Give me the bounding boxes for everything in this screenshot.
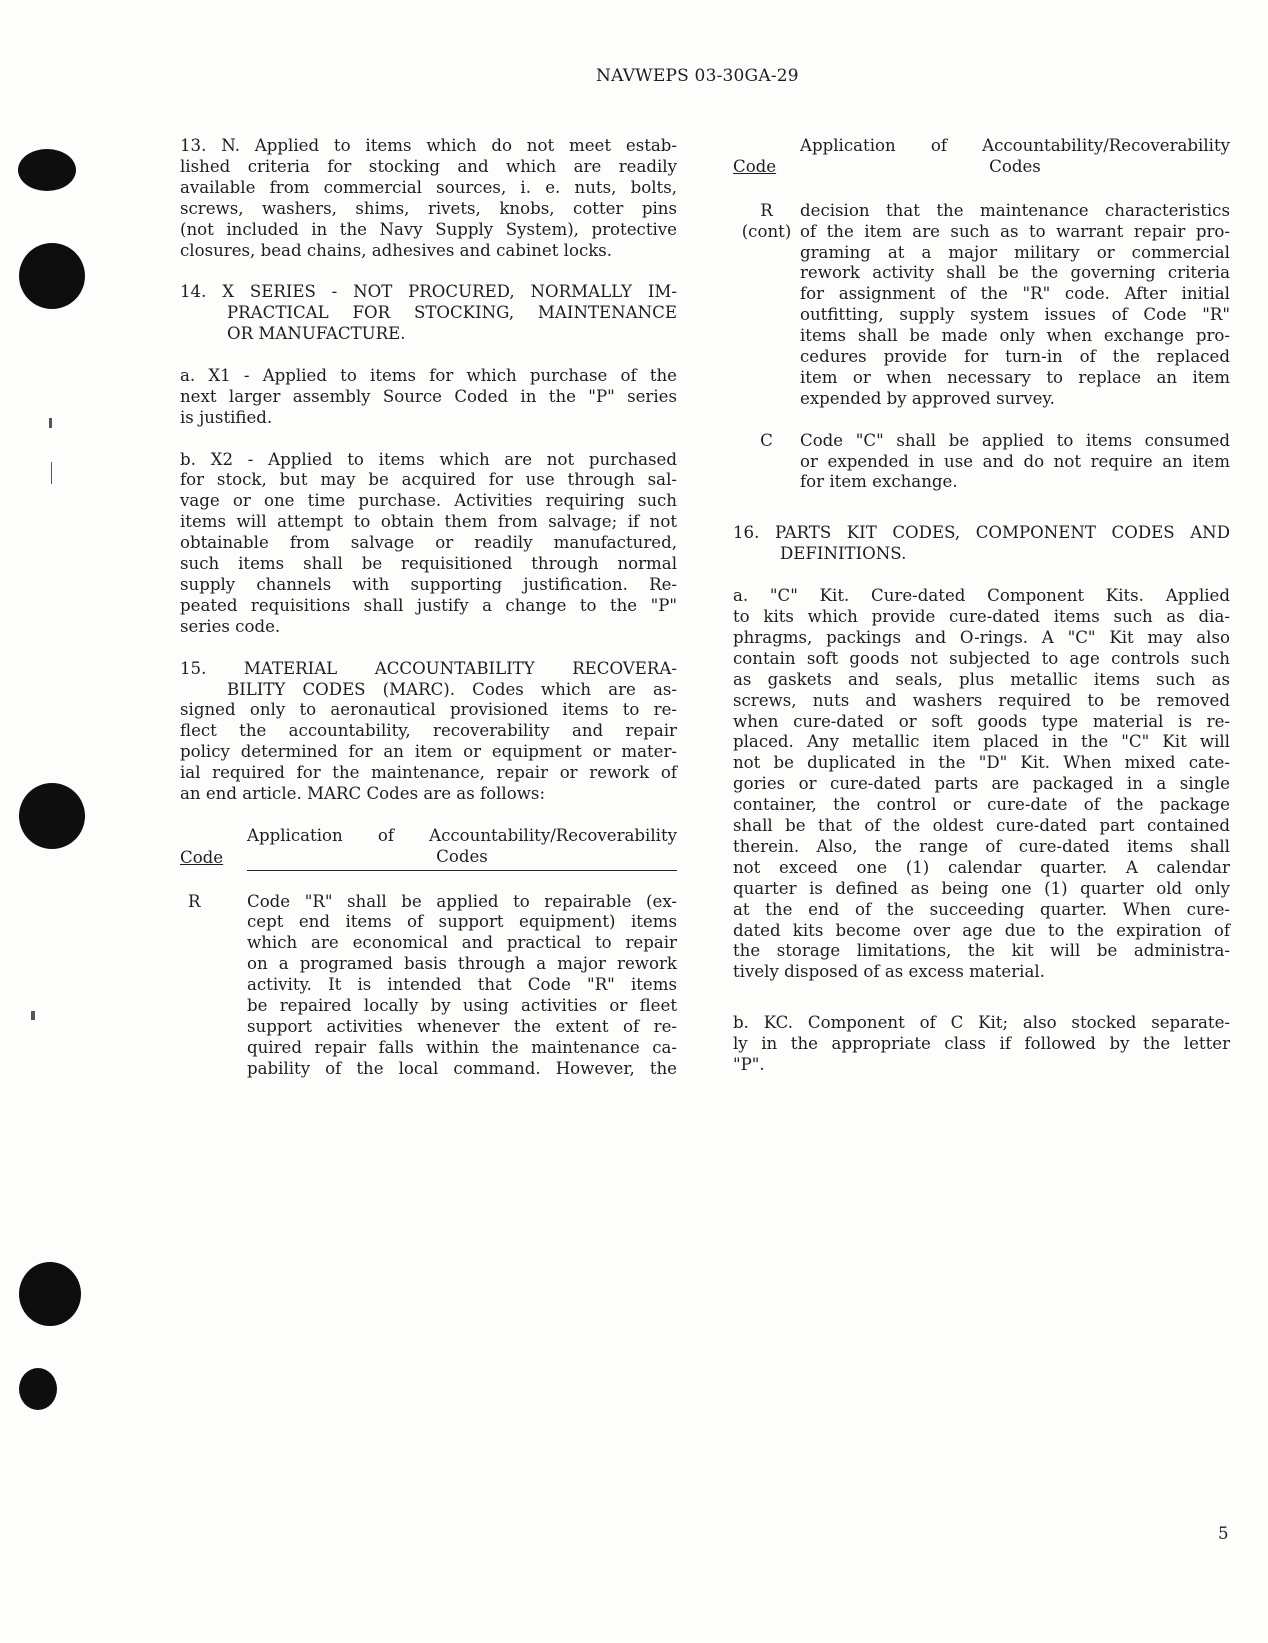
text-line: decision that the maintenance characteristics (800, 200, 1230, 220)
text-line: pability of the local command. However, the (247, 1058, 677, 1078)
text-line: shall be that of the oldest cure-dated part contained (733, 816, 1230, 836)
text-line: BILITY CODES (MARC). Codes which are as- (227, 679, 677, 699)
text-line: is justified. (180, 407, 273, 427)
marc-row-r (180, 892, 677, 1080)
application-column-header (800, 136, 1230, 180)
text-line: gories or cure-dated parts are packaged in a single (733, 774, 1230, 794)
text-line: of the item are such as to warrant repair pro- (800, 221, 1230, 241)
text-line: items shall be made only when exchange pro- (800, 326, 1230, 346)
text-line: activity. It is intended that Code "R" items (247, 975, 677, 995)
paragraph-14b (180, 450, 677, 638)
marc-table-header (733, 136, 1230, 180)
text-line: at the end of the succeeding quarter. When cure- (733, 899, 1230, 919)
paragraph-16-heading (733, 523, 1230, 565)
text-line: be repaired locally by using activities or fleet (247, 996, 677, 1016)
text-line: screws, washers, shims, rivets, knobs, cotter pins (180, 198, 677, 218)
binder-hole (19, 243, 85, 309)
text-line: 13. N. Applied to items which do not meet estab- (180, 136, 677, 155)
right-column (733, 136, 1230, 1076)
code-cell: C (760, 430, 773, 450)
text-line: the storage limitations, the kit will be administra- (733, 941, 1230, 961)
marc-row-c (733, 431, 1230, 494)
text-line: supply channels with supporting justification. Re- (180, 574, 677, 594)
paragraph-15 (180, 659, 677, 805)
paragraph-14-heading (180, 282, 677, 345)
text-line: placed. Any metallic item placed in the "C" Kit will (733, 732, 1230, 752)
header-line: Codes (436, 846, 488, 866)
text-line: item or when necessary to replace an item (800, 367, 1230, 387)
paragraph-16a (733, 586, 1230, 983)
text-line: signed only to aeronautical provisioned items to re- (180, 700, 677, 720)
marc-table-header (180, 826, 677, 871)
text-line: tively disposed of as excess material. (733, 962, 1045, 982)
text-line: for assignment of the "R" code. After initial (800, 284, 1230, 304)
text-line: therein. Also, the range of cure-dated items shall (733, 836, 1230, 856)
application-cell (247, 892, 677, 1080)
application-column-header (247, 826, 677, 871)
text-line: 15. MATERIAL ACCOUNTABILITY RECOVERA- (180, 658, 677, 678)
code-continued: (cont) (741, 221, 792, 241)
code-cell (733, 201, 800, 410)
binder-hole (19, 1368, 57, 1410)
text-line: graming at a major military or commercial (800, 242, 1230, 262)
binder-hole (18, 149, 76, 191)
text-line: support activities whenever the extent of re- (247, 1016, 677, 1036)
text-line: screws, nuts and washers required to be removed (733, 690, 1230, 710)
text-line: cept end items of support equipment) items (247, 912, 677, 932)
text-line: (not included in the Navy Supply System), protective (180, 219, 677, 239)
text-line: outfitting, supply system issues of Code "R" (800, 305, 1230, 325)
code-letter: R (760, 200, 773, 220)
text-line: quarter is defined as being one (1) quarter old only (733, 878, 1230, 898)
text-line: Code "C" shall be applied to items consumed (800, 430, 1230, 450)
text-line: quired repair falls within the maintenance ca- (247, 1037, 677, 1057)
text-line: on a programed basis through a major rework (247, 954, 677, 974)
text-line: for item exchange. (800, 472, 958, 492)
header-line: Application of Accountability/Recoverability (247, 825, 677, 845)
text-line: series code. (180, 616, 281, 636)
text-line: ly in the appropriate class if followed by the letter (733, 1034, 1230, 1054)
text-line: peated requisitions shall justify a change to the "P" (180, 595, 677, 615)
paragraph-14a (180, 366, 677, 429)
text-line: cedures provide for turn-in of the replaced (800, 347, 1230, 367)
text-line: items will attempt to obtain them from salvage; if not (180, 512, 677, 532)
code-column-header: Code (180, 847, 224, 867)
text-line: an end article. MARC Codes are as follows: (180, 784, 546, 804)
scan-speck (51, 462, 52, 484)
text-line: such items shall be requisitioned through normal (180, 554, 677, 574)
text-line: not exceed one (1) calendar quarter. A calendar (733, 857, 1230, 877)
text-line: b. KC. Component of C Kit; also stocked separate- (733, 1013, 1230, 1033)
text-line: PRACTICAL FOR STOCKING, MAINTENANCE (227, 303, 677, 323)
text-line: rework activity shall be the governing criteria (800, 263, 1230, 283)
page-number: 5 (1218, 1524, 1229, 1543)
text-line: 14. X SERIES - NOT PROCURED, NORMALLY IM- (180, 282, 677, 302)
scan-speck (31, 1011, 35, 1020)
text-line: vage or one time purchase. Activities requiring such (180, 491, 677, 511)
code-column-header: Code (733, 156, 777, 176)
text-line: a. "C" Kit. Cure-dated Component Kits. Applied (733, 586, 1230, 606)
text-line: which are economical and practical to repair (247, 933, 677, 953)
text-line: available from commercial sources, i. e. nuts, bolts, (180, 177, 677, 197)
text-line: "P". (733, 1055, 765, 1075)
header-line: Codes (989, 156, 1041, 176)
text-line: as gaskets and seals, plus metallic items such as (733, 669, 1230, 689)
text-line: next larger assembly Source Coded in the "P" series (180, 386, 677, 406)
paragraph-13 (180, 136, 677, 261)
text-line: to kits which provide cure-dated items such as dia- (733, 606, 1230, 626)
application-cell (800, 431, 1230, 494)
text-line: when cure-dated or soft goods type material is re- (733, 711, 1230, 731)
text-line: Code "R" shall be applied to repairable (ex- (247, 891, 677, 911)
left-column (180, 136, 677, 1080)
text-line: not be duplicated in the "D" Kit. When mixed cate- (733, 753, 1230, 773)
marc-row-r-cont (733, 201, 1230, 410)
text-line: expended by approved survey. (800, 388, 1055, 408)
header-line: Application of Accountability/Recoverability (800, 136, 1230, 155)
text-line: 16. PARTS KIT CODES, COMPONENT CODES AND (733, 523, 1230, 543)
text-line: or expended in use and do not require an item (800, 451, 1230, 471)
text-line: dated kits become over age due to the expiration of (733, 920, 1230, 940)
text-line: b. X2 - Applied to items which are not purchased (180, 449, 677, 469)
scan-speck (49, 418, 52, 428)
text-line: contain soft goods not subjected to age controls such (733, 648, 1230, 668)
application-cell (800, 201, 1230, 410)
text-line: DEFINITIONS. (780, 544, 907, 564)
text-line: obtainable from salvage or readily manufactured, (180, 533, 677, 553)
code-cell: R (188, 891, 201, 911)
text-line: policy determined for an item or equipment or mater- (180, 742, 677, 762)
binder-hole (19, 783, 85, 849)
text-line: a. X1 - Applied to items for which purchase of the (180, 365, 677, 385)
document-number: NAVWEPS 03-30GA-29 (596, 66, 799, 86)
text-line: closures, bead chains, adhesives and cabinet locks. (180, 240, 613, 260)
binder-hole (19, 1262, 81, 1326)
text-line: flect the accountability, recoverability and repair (180, 721, 677, 741)
text-line: ial required for the maintenance, repair or rework of (180, 763, 677, 783)
text-line: lished criteria for stocking and which are readily (180, 156, 677, 176)
text-line: for stock, but may be acquired for use through sal- (180, 470, 677, 490)
text-line: phragms, packings and O-rings. A "C" Kit may also (733, 627, 1230, 647)
text-line: OR MANUFACTURE. (227, 324, 406, 344)
text-line: container, the control or cure-date of the package (733, 795, 1230, 815)
paragraph-16b (733, 1013, 1230, 1076)
